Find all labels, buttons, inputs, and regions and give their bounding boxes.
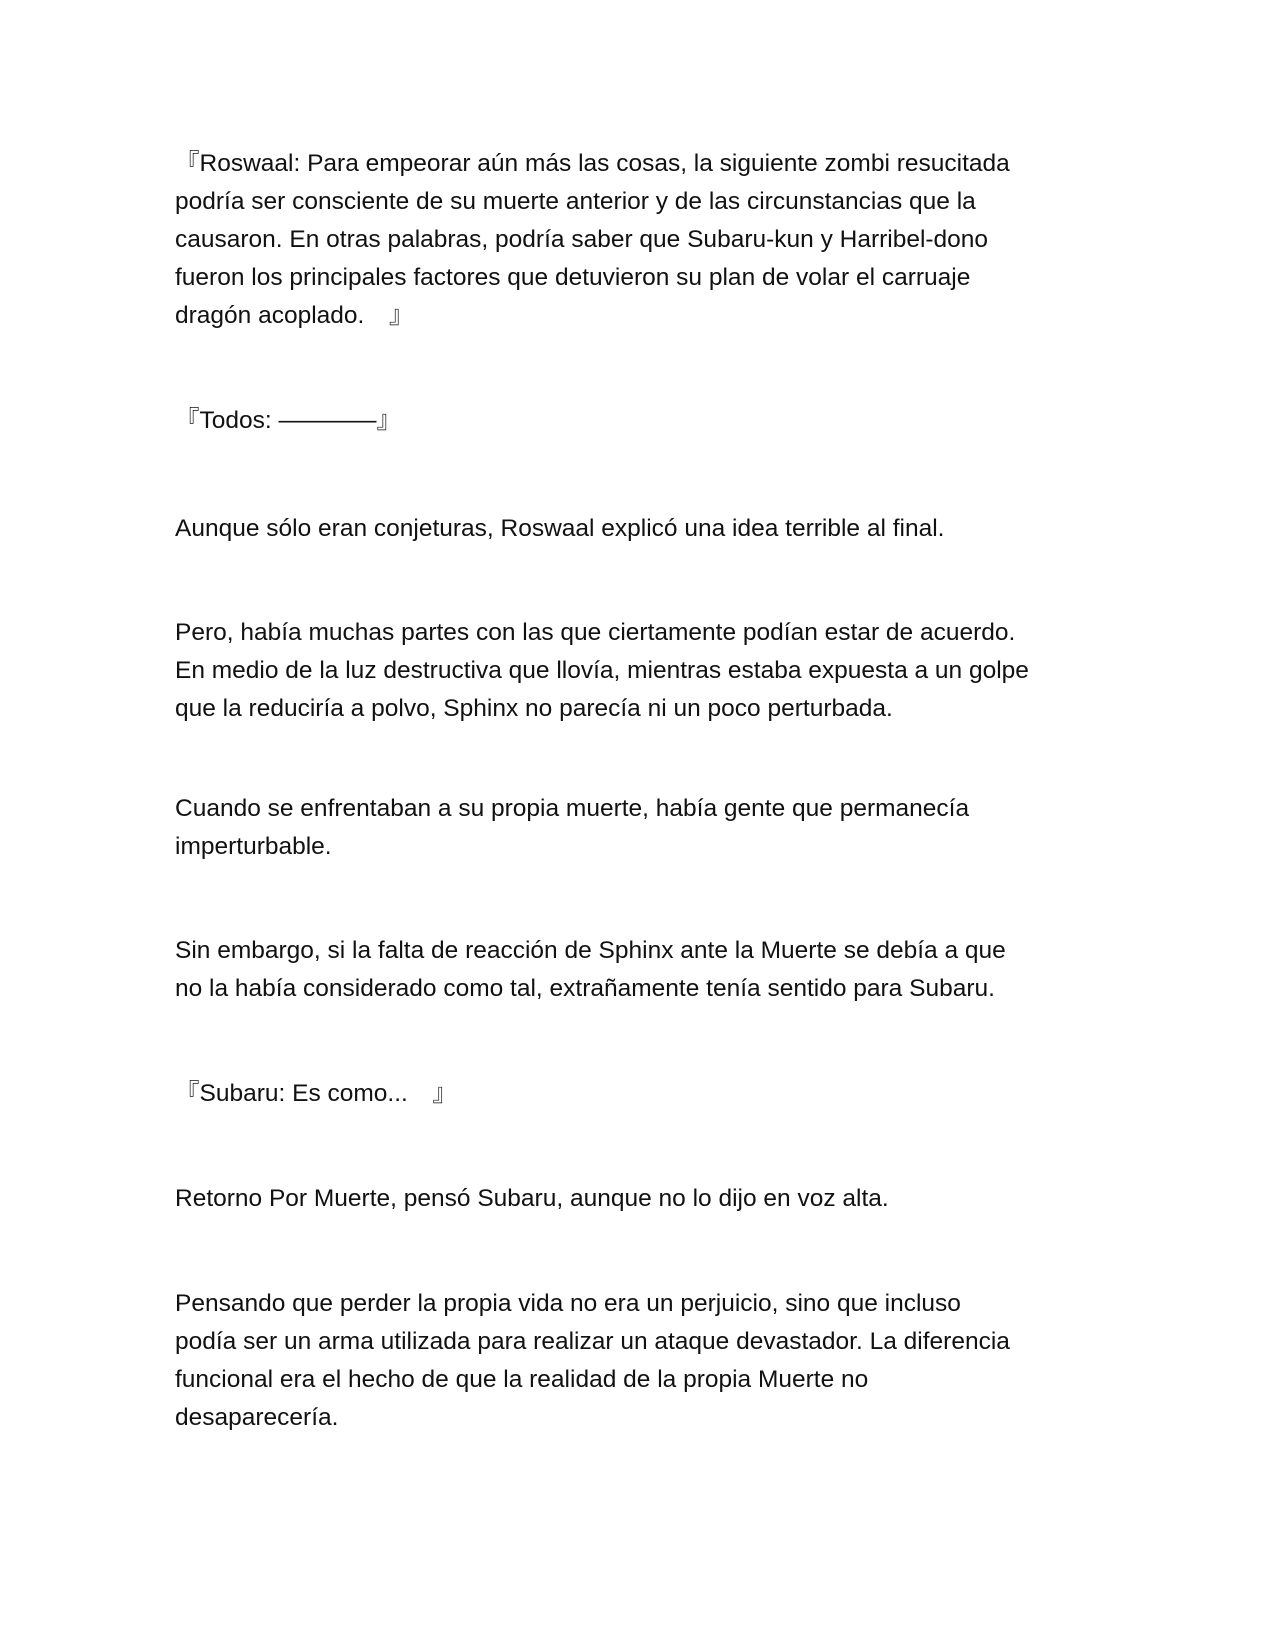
text-line: En medio de la luz destructiva que llovía, mientras estaba expuesta a un golpe [175, 657, 1029, 684]
text-line: fueron los principales factores que detuvieron su plan de volar el carruaje [175, 264, 971, 291]
text-line: desaparecería. [175, 1404, 339, 1431]
text-line: Retorno Por Muerte, pensó Subaru, aunque no lo dijo en voz alta. [175, 1185, 889, 1212]
text-line: 『Roswaal: Para empeorar aún más las cosas, la siguiente zombi resucitada [175, 150, 1010, 177]
text-line: 『Subaru: Es como... 』 [175, 1080, 457, 1107]
paragraph-narration-conjeturas [175, 510, 1105, 548]
paragraph-subaru-dialogue [175, 1075, 1105, 1113]
text-line: imperturbable. [175, 833, 332, 860]
paragraph-roswaal-dialogue [175, 145, 1105, 335]
paragraph-narration-muerte [175, 790, 1105, 866]
text-line: no la había considerado como tal, extrañamente tenía sentido para Subaru. [175, 975, 995, 1002]
paragraph-narration-pensando [175, 1285, 1105, 1437]
paragraph-todos-dialogue [175, 402, 1105, 440]
text-line: funcional era el hecho de que la realidad de la propia Muerte no [175, 1366, 869, 1393]
text-line: Cuando se enfrentaban a su propia muerte, había gente que permanecía [175, 795, 970, 822]
text-line: Pero, había muchas partes con las que ciertamente podían estar de acuerdo. [175, 619, 1016, 646]
paragraph-narration-sphinx [175, 614, 1105, 728]
text-line: Aunque sólo eran conjeturas, Roswaal explicó una idea terrible al final. [175, 515, 945, 542]
paragraph-narration-retorno [175, 1180, 1105, 1218]
text-line: dragón acoplado. 』 [175, 302, 414, 329]
text-line: 『Todos: ――――』 [175, 407, 401, 434]
text-line: Pensando que perder la propia vida no era un perjuicio, sino que incluso [175, 1290, 961, 1317]
text-line: causaron. En otras palabras, podría saber que Subaru-kun y Harribel-dono [175, 226, 989, 253]
text-line: podía ser un arma utilizada para realizar un ataque devastador. La diferencia [175, 1328, 1010, 1355]
paragraph-narration-embargo [175, 932, 1105, 1008]
text-line: Sin embargo, si la falta de reacción de Sphinx ante la Muerte se debía a que [175, 937, 1006, 964]
text-line: que la reduciría a polvo, Sphinx no parecía ni un poco perturbada. [175, 695, 893, 722]
text-line: podría ser consciente de su muerte anterior y de las circunstancias que la [175, 188, 976, 215]
